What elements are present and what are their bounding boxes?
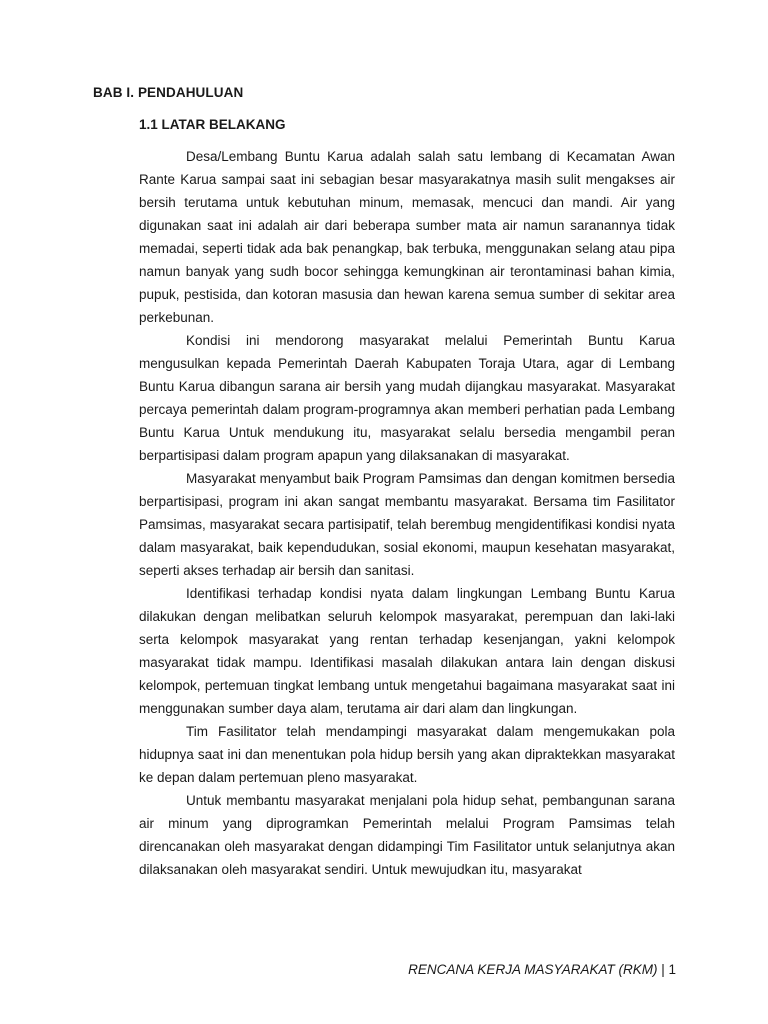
footer-separator: | bbox=[657, 962, 669, 977]
paragraph: Desa/Lembang Buntu Karua adalah salah satu lembang di Kecamatan Awan Rante Karua sampai saat ini sebagian besar masyarakatnya masih sulit mengakses air bersih terutama untuk kebutuhan minum, memasak, mencuci dan mandi. Air yang digunakan saat ini adalah air dari beberapa sumber mata air namun saranannya tidak memadai, seperti tidak ada bak penangkap, bak terbuka, menggunakan selang atau pipa namun banyak yang sudh bocor sehingga kemungkinan air terontaminasi bahan kimia, pupuk, pestisida, dan kotoran masusia dan hewan karena semua sumber di sekitar area perkebunan. bbox=[139, 149, 675, 325]
paragraph: Kondisi ini mendorong masyarakat melalui Pemerintah Buntu Karua mengusulkan kepada Pemerintah Daerah Kabupaten Toraja Utara, agar di Lembang Buntu Karua dibangun sarana air bersih yang mudah dijangkau masyarakat. Masyarakat percaya pemerintah dalam program-programnya akan memberi perhatian pada Lembang Buntu Karua Untuk mendukung itu, masyarakat selalu bersedia mengambil peran berpartisipasi dalam program apapun yang dilaksanakan di masyarakat. bbox=[139, 333, 675, 463]
footer-document-name: RENCANA KERJA MASYARAKAT (RKM) bbox=[408, 962, 658, 977]
body-text bbox=[139, 145, 675, 881]
paragraph: Masyarakat menyambut baik Program Pamsimas dan dengan komitmen bersedia berpartisipasi, program ini akan sangat membantu masyarakat. Bersama tim Fasilitator Pamsimas, masyarakat secara partisipatif, telah berembug mengidentifikasi kondisi nyata dalam masyarakat, baik kependudukan, sosial ekonomi, maupun kesehatan masyarakat, seperti akses terhadap air bersih dan sanitasi. bbox=[139, 471, 675, 578]
chapter-title: BAB I. PENDAHULUAN bbox=[93, 85, 244, 100]
section-title: 1.1 LATAR BELAKANG bbox=[139, 117, 286, 132]
page-number: 1 bbox=[668, 962, 676, 977]
page-footer bbox=[408, 962, 676, 977]
paragraph: Identifikasi terhadap kondisi nyata dalam lingkungan Lembang Buntu Karua dilakukan dengan melibatkan seluruh kelompok masyarakat, perempuan dan laki-laki serta kelompok masyarakat yang rentan terhadap kesenjangan, yakni kelompok masyarakat tidak mampu. Identifikasi masalah dilakukan antara lain dengan diskusi kelompok, pertemuan tingkat lembang untuk mengetahui bagaimana masyarakat saat ini menggunakan sumber daya alam, terutama air dari alam dan lingkungan. bbox=[139, 586, 675, 716]
paragraph: Untuk membantu masyarakat menjalani pola hidup sehat, pembangunan sarana air minum yang diprogramkan Pemerintah melalui Program Pamsimas telah direncanakan oleh masyarakat dengan didampingi Tim Fasilitator untuk selanjutnya akan dilaksanakan oleh masyarakat sendiri. Untuk mewujudkan itu, masyarakat bbox=[139, 793, 675, 877]
paragraph: Tim Fasilitator telah mendampingi masyarakat dalam mengemukakan pola hidupnya saat ini dan menentukan pola hidup bersih yang akan dipraktekkan masyarakat ke depan dalam pertemuan pleno masyarakat. bbox=[139, 724, 675, 785]
